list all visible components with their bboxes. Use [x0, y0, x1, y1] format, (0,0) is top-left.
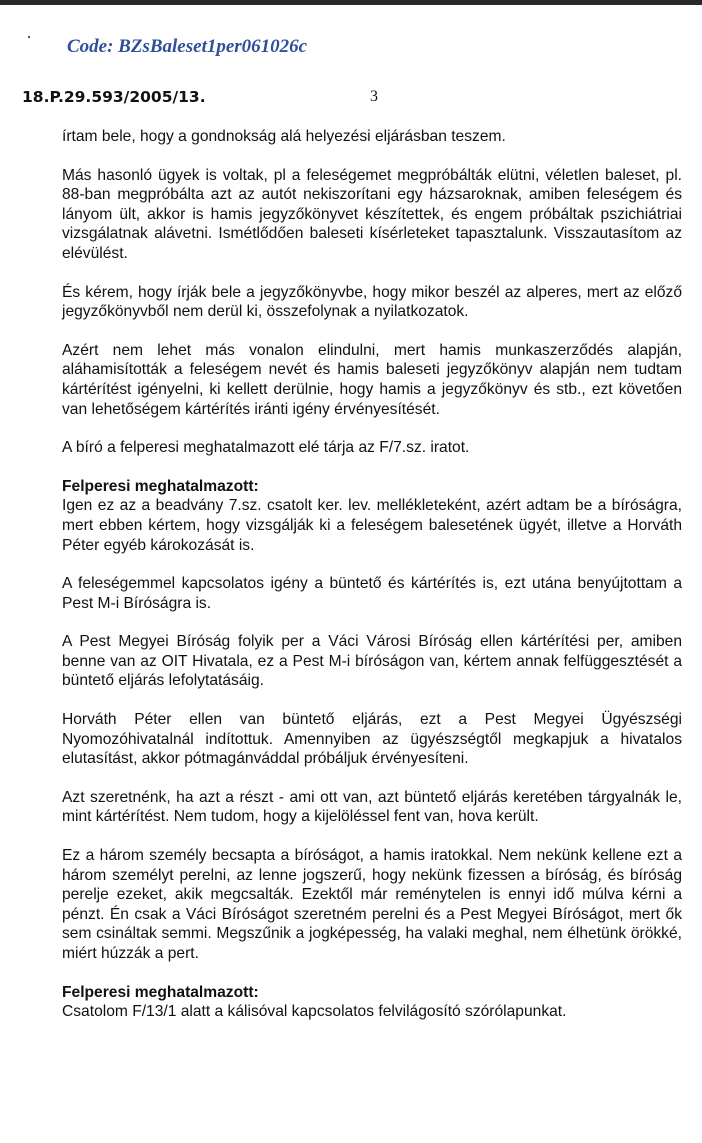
paragraph: És kérem, hogy írják bele a jegyzőkönyvbe, hogy mikor beszél az alperes, mert az előző jegyzőkönyvből nem derül ki, összefolynak a nyilatkozatok.	[62, 283, 682, 321]
top-border	[0, 0, 702, 5]
paragraph: A Pest Megyei Bíróság folyik per a Váci Városi Bíróság ellen kártérítési per, amiben benne van az OIT Hivatala, ez a Pest M-i bíróságon van, kértem annak felfüggesztését a büntető eljárás lefolytatásáig.	[62, 633, 682, 690]
page-number: 3	[370, 88, 378, 105]
paragraph: írtam bele, hogy a gondnokság alá helyezési eljárásban teszem.	[62, 128, 506, 145]
speaker-heading: Felperesi meghatalmazott:	[62, 477, 259, 495]
paragraph: Azért nem lehet más vonalon elindulni, mert hamis munkaszerződés alapján, aláhamisították a feleségem nevét és hamis baleseti jegyzőkönyv alapján nem tudtam kártérítést igényelni, ki kellett derülnie, hogy hamis a jegyzőkönyv és stb., ezt követően van lehetőségem kártérítés iránti igény érvényesítését.	[62, 341, 682, 418]
scan-speck	[28, 36, 30, 38]
paragraph: Más hasonló ügyek is voltak, pl a feleségemet megpróbálták elütni, véletlen baleset, pl. 88-ban megpróbálta azt az autót nekiszorítani egy házsaroknak, amiben feleségem és lányom ült, akkor is hamis jegyzőkönyvet készítettek, és engem próbáltak pszichiátriai vizsgálatnak alávetni. Ismétlődően baleseti kísérleteket tapasztalunk. Visszautasítom az elévülést.	[62, 166, 682, 262]
document-body	[62, 127, 682, 1041]
paragraph: A bíró a felperesi meghatalmazott elé tárja az F/7.sz. iratot.	[62, 439, 470, 457]
document-code: Code: BZsBaleset1per061026c	[67, 36, 308, 57]
paragraph: Csatolom F/13/1 alatt a kálisóval kapcsolatos felvilágosító szórólapunkat.	[62, 1003, 567, 1021]
paragraph: Azt szeretnénk, ha azt a részt - ami ott van, azt büntető eljárás keretében tárgyalnák le, mint kártérítést. Nem tudom, hogy a kijelöléssel fent van, hova került.	[62, 788, 682, 826]
paragraph: A feleségemmel kapcsolatos igény a büntető és kártérítés is, ezt utána benyújtottam a Pest M-i Bíróságra is.	[62, 575, 682, 612]
case-number: 18.P.29.593/2005/13.	[22, 88, 206, 106]
paragraph: Igen ez az a beadvány 7.sz. csatolt ker. lev. mellékleteként, azért adtam be a bíróságra, mert ebben kértem, hogy vizsgálják ki a feleségem balesetének ügyét, illetve a Horváth Péter egyéb károkozását is.	[62, 497, 682, 554]
paragraph: Ez a három személy becsapta a bíróságot, a hamis iratokkal. Nem nekünk kellene ezt a három személyt perelni, az lenne jogszerű, hogy nekünk fizessen a bíróság, és bíróság perelje ezeket, akik megcsalták. Ezektől már reménytelen is ennyi idő múlva kérni a pénzt. Én csak a Váci Bíróságot szeretném perelni és a Pest Megyei Bíróságot, mert ők sem csináltak semmi. Megszűnik a jogképesség, ha valaki meghal, nem élhetünk örökké, miért húzzák a pert.	[62, 847, 682, 962]
paragraph: Horváth Péter ellen van büntető eljárás, ezt a Pest Megyei Ügyészségi Nyomozóhivatalnál indítottuk. Amennyiben az ügyészségtől megkapjuk a hivatalos elutasítást, akkor pótmagánváddal próbáljuk érvényesíteni.	[62, 711, 682, 768]
speaker-heading: Felperesi meghatalmazott:	[62, 983, 259, 1001]
